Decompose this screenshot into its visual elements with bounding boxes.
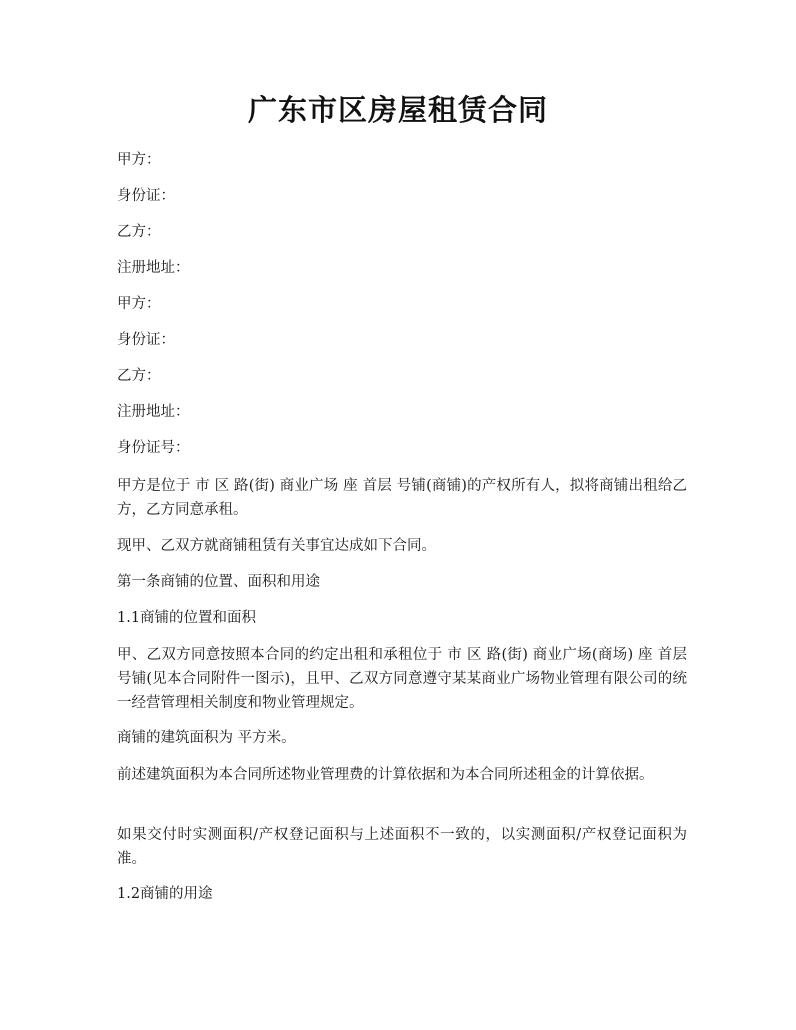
- document-title: 广东市区房屋租赁合同: [247, 93, 548, 127]
- party-b-label: 乙方：: [117, 224, 161, 240]
- party-b-label: 乙方：: [117, 368, 161, 384]
- id-number-label: 身份证号：: [117, 440, 190, 456]
- party-a-label: 甲方：: [117, 152, 161, 168]
- id-card-label: 身份证：: [117, 188, 175, 204]
- ownership-paragraph: 甲方是位于 市 区 路(街) 商业广场 座 首层 号铺(商铺)的产权所有人，拟将商铺出租给乙方，乙方同意承租。: [117, 478, 687, 518]
- section-1-1-heading: 1.1商铺的位置和面积: [117, 610, 257, 626]
- area-discrepancy-paragraph: 如果交付时实测面积/产权登记面积与上述面积不一致的，以实测面积/产权登记面积为准。: [117, 827, 687, 867]
- agreement-intro-paragraph: 现甲、乙双方就商铺租赁有关事宜达成如下合同。: [117, 538, 436, 554]
- location-paragraph: 甲、乙双方同意按照本合同的约定出租和承租位于 市 区 路(街) 商业广场(商场) 座 首层 号铺(见本合同附件一图示)，且甲、乙双方同意遵守某某商业广场物业管理有限公司的统一经营管理相关制度和物业管理规定。: [117, 647, 687, 711]
- registered-address-label: 注册地址：: [117, 404, 190, 420]
- area-basis-paragraph: 前述建筑面积为本合同所述物业管理费的计算依据和为本合同所述租金的计算依据。: [117, 767, 654, 783]
- article-1-heading: 第一条商铺的位置、面积和用途: [117, 574, 320, 590]
- section-1-2-heading: 1.2商铺的用途: [117, 886, 213, 902]
- party-a-label: 甲方：: [117, 296, 161, 312]
- id-card-label: 身份证：: [117, 332, 175, 348]
- registered-address-label: 注册地址：: [117, 260, 190, 276]
- area-paragraph: 商铺的建筑面积为 平方米。: [117, 730, 296, 746]
